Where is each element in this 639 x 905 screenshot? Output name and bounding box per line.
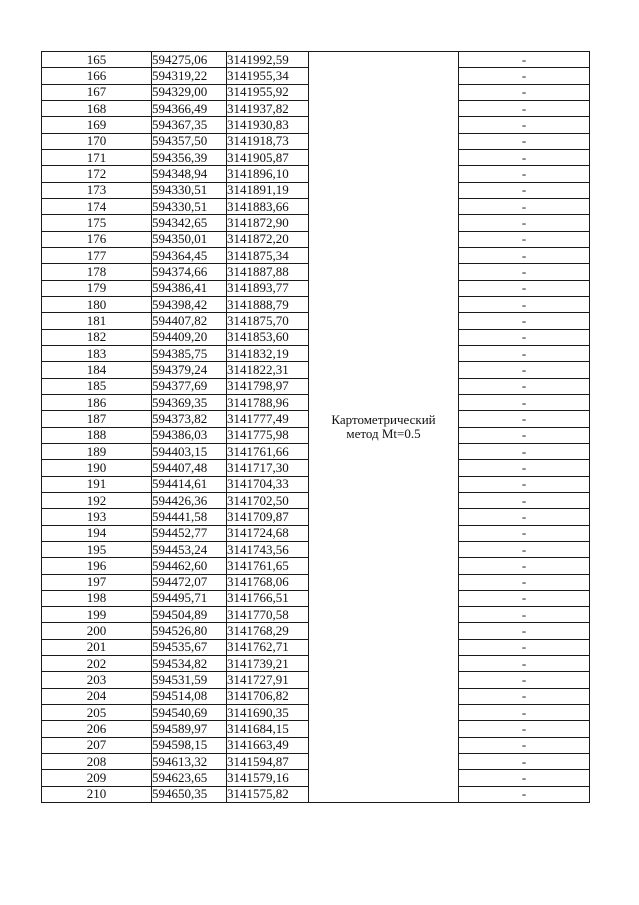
point-number-cell: 171 — [42, 149, 152, 165]
y-coordinate-cell: 3141768,06 — [227, 574, 309, 590]
x-coordinate-cell: 594275,06 — [152, 52, 227, 68]
accuracy-cell: - — [459, 264, 590, 280]
x-coordinate-cell: 594462,60 — [152, 558, 227, 574]
accuracy-cell: - — [459, 117, 590, 133]
x-coordinate-cell: 594409,20 — [152, 329, 227, 345]
coordinates-table — [41, 51, 590, 803]
accuracy-cell: - — [459, 754, 590, 770]
point-number-cell: 176 — [42, 231, 152, 247]
y-coordinate-cell: 3141896,10 — [227, 166, 309, 182]
accuracy-cell: - — [459, 639, 590, 655]
x-coordinate-cell: 594386,03 — [152, 427, 227, 443]
x-coordinate-cell: 594373,82 — [152, 411, 227, 427]
point-number-cell: 173 — [42, 182, 152, 198]
x-coordinate-cell: 594623,65 — [152, 770, 227, 786]
accuracy-cell: - — [459, 623, 590, 639]
x-coordinate-cell: 594441,58 — [152, 509, 227, 525]
accuracy-cell: - — [459, 607, 590, 623]
point-number-cell: 184 — [42, 362, 152, 378]
x-coordinate-cell: 594650,35 — [152, 786, 227, 802]
x-coordinate-cell: 594426,36 — [152, 492, 227, 508]
accuracy-cell: - — [459, 329, 590, 345]
x-coordinate-cell: 594504,89 — [152, 607, 227, 623]
accuracy-cell: - — [459, 443, 590, 459]
y-coordinate-cell: 3141777,49 — [227, 411, 309, 427]
accuracy-cell: - — [459, 280, 590, 296]
accuracy-cell: - — [459, 345, 590, 361]
accuracy-cell: - — [459, 362, 590, 378]
y-coordinate-cell: 3141893,77 — [227, 280, 309, 296]
point-number-cell: 203 — [42, 672, 152, 688]
x-coordinate-cell: 594414,61 — [152, 476, 227, 492]
point-number-cell: 190 — [42, 460, 152, 476]
method-line-1: Картометрический — [331, 412, 436, 428]
point-number-cell: 200 — [42, 623, 152, 639]
x-coordinate-cell: 594377,69 — [152, 378, 227, 394]
accuracy-cell: - — [459, 411, 590, 427]
point-number-cell: 168 — [42, 100, 152, 116]
point-number-cell: 185 — [42, 378, 152, 394]
x-coordinate-cell: 594514,08 — [152, 688, 227, 704]
x-coordinate-cell: 594398,42 — [152, 296, 227, 312]
accuracy-cell: - — [459, 52, 590, 68]
x-coordinate-cell: 594526,80 — [152, 623, 227, 639]
x-coordinate-cell: 594589,97 — [152, 721, 227, 737]
y-coordinate-cell: 3141575,82 — [227, 786, 309, 802]
accuracy-cell: - — [459, 460, 590, 476]
method-cell — [309, 52, 459, 803]
y-coordinate-cell: 3141768,29 — [227, 623, 309, 639]
accuracy-cell: - — [459, 296, 590, 312]
accuracy-cell: - — [459, 688, 590, 704]
accuracy-cell: - — [459, 182, 590, 198]
y-coordinate-cell: 3141702,50 — [227, 492, 309, 508]
accuracy-cell: - — [459, 394, 590, 410]
accuracy-cell: - — [459, 378, 590, 394]
point-number-cell: 186 — [42, 394, 152, 410]
y-coordinate-cell: 3141727,91 — [227, 672, 309, 688]
accuracy-cell: - — [459, 590, 590, 606]
point-number-cell: 183 — [42, 345, 152, 361]
x-coordinate-cell: 594385,75 — [152, 345, 227, 361]
accuracy-cell: - — [459, 492, 590, 508]
y-coordinate-cell: 3141832,19 — [227, 345, 309, 361]
point-number-cell: 165 — [42, 52, 152, 68]
accuracy-cell: - — [459, 672, 590, 688]
y-coordinate-cell: 3141770,58 — [227, 607, 309, 623]
x-coordinate-cell: 594350,01 — [152, 231, 227, 247]
accuracy-cell: - — [459, 558, 590, 574]
y-coordinate-cell: 3141872,20 — [227, 231, 309, 247]
point-number-cell: 205 — [42, 705, 152, 721]
y-coordinate-cell: 3141762,71 — [227, 639, 309, 655]
y-coordinate-cell: 3141684,15 — [227, 721, 309, 737]
y-coordinate-cell: 3141761,65 — [227, 558, 309, 574]
y-coordinate-cell: 3141955,34 — [227, 68, 309, 84]
accuracy-cell: - — [459, 166, 590, 182]
point-number-cell: 169 — [42, 117, 152, 133]
point-number-cell: 181 — [42, 313, 152, 329]
point-number-cell: 180 — [42, 296, 152, 312]
point-number-cell: 196 — [42, 558, 152, 574]
accuracy-cell: - — [459, 198, 590, 214]
y-coordinate-cell: 3141706,82 — [227, 688, 309, 704]
point-number-cell: 177 — [42, 247, 152, 263]
x-coordinate-cell: 594534,82 — [152, 656, 227, 672]
point-number-cell: 178 — [42, 264, 152, 280]
x-coordinate-cell: 594403,15 — [152, 443, 227, 459]
point-number-cell: 179 — [42, 280, 152, 296]
point-number-cell: 197 — [42, 574, 152, 590]
accuracy-cell: - — [459, 656, 590, 672]
x-coordinate-cell: 594407,82 — [152, 313, 227, 329]
y-coordinate-cell: 3141822,31 — [227, 362, 309, 378]
x-coordinate-cell: 594364,45 — [152, 247, 227, 263]
x-coordinate-cell: 594453,24 — [152, 541, 227, 557]
point-number-cell: 198 — [42, 590, 152, 606]
x-coordinate-cell: 594374,66 — [152, 264, 227, 280]
x-coordinate-cell: 594452,77 — [152, 525, 227, 541]
x-coordinate-cell: 594369,35 — [152, 394, 227, 410]
y-coordinate-cell: 3141704,33 — [227, 476, 309, 492]
y-coordinate-cell: 3141743,56 — [227, 541, 309, 557]
y-coordinate-cell: 3141663,49 — [227, 737, 309, 753]
accuracy-cell: - — [459, 149, 590, 165]
accuracy-cell: - — [459, 133, 590, 149]
point-number-cell: 204 — [42, 688, 152, 704]
point-number-cell: 172 — [42, 166, 152, 182]
accuracy-cell: - — [459, 525, 590, 541]
point-number-cell: 170 — [42, 133, 152, 149]
point-number-cell: 166 — [42, 68, 152, 84]
x-coordinate-cell: 594366,49 — [152, 100, 227, 116]
point-number-cell: 182 — [42, 329, 152, 345]
accuracy-cell: - — [459, 100, 590, 116]
point-number-cell: 187 — [42, 411, 152, 427]
x-coordinate-cell: 594348,94 — [152, 166, 227, 182]
accuracy-cell: - — [459, 786, 590, 802]
x-coordinate-cell: 594531,59 — [152, 672, 227, 688]
y-coordinate-cell: 3141853,60 — [227, 329, 309, 345]
x-coordinate-cell: 594407,48 — [152, 460, 227, 476]
y-coordinate-cell: 3141888,79 — [227, 296, 309, 312]
x-coordinate-cell: 594330,51 — [152, 182, 227, 198]
y-coordinate-cell: 3141766,51 — [227, 590, 309, 606]
y-coordinate-cell: 3141875,70 — [227, 313, 309, 329]
accuracy-cell: - — [459, 705, 590, 721]
y-coordinate-cell: 3141709,87 — [227, 509, 309, 525]
accuracy-cell: - — [459, 215, 590, 231]
accuracy-cell: - — [459, 68, 590, 84]
x-coordinate-cell: 594379,24 — [152, 362, 227, 378]
y-coordinate-cell: 3141717,30 — [227, 460, 309, 476]
accuracy-cell: - — [459, 476, 590, 492]
x-coordinate-cell: 594329,00 — [152, 84, 227, 100]
point-number-cell: 174 — [42, 198, 152, 214]
y-coordinate-cell: 3141887,88 — [227, 264, 309, 280]
accuracy-cell: - — [459, 541, 590, 557]
point-number-cell: 208 — [42, 754, 152, 770]
y-coordinate-cell: 3141930,83 — [227, 117, 309, 133]
y-coordinate-cell: 3141872,90 — [227, 215, 309, 231]
y-coordinate-cell: 3141690,35 — [227, 705, 309, 721]
point-number-cell: 202 — [42, 656, 152, 672]
point-number-cell: 188 — [42, 427, 152, 443]
point-number-cell: 189 — [42, 443, 152, 459]
x-coordinate-cell: 594598,15 — [152, 737, 227, 753]
point-number-cell: 209 — [42, 770, 152, 786]
coordinates-table-body — [42, 52, 590, 803]
y-coordinate-cell: 3141761,66 — [227, 443, 309, 459]
y-coordinate-cell: 3141739,21 — [227, 656, 309, 672]
x-coordinate-cell: 594357,50 — [152, 133, 227, 149]
accuracy-cell: - — [459, 231, 590, 247]
x-coordinate-cell: 594472,07 — [152, 574, 227, 590]
y-coordinate-cell: 3141905,87 — [227, 149, 309, 165]
x-coordinate-cell: 594342,65 — [152, 215, 227, 231]
accuracy-cell: - — [459, 247, 590, 263]
y-coordinate-cell: 3141891,19 — [227, 182, 309, 198]
accuracy-cell: - — [459, 313, 590, 329]
y-coordinate-cell: 3141992,59 — [227, 52, 309, 68]
x-coordinate-cell: 594367,35 — [152, 117, 227, 133]
y-coordinate-cell: 3141788,96 — [227, 394, 309, 410]
y-coordinate-cell: 3141724,68 — [227, 525, 309, 541]
y-coordinate-cell: 3141875,34 — [227, 247, 309, 263]
x-coordinate-cell: 594540,69 — [152, 705, 227, 721]
accuracy-cell: - — [459, 721, 590, 737]
document-page — [41, 51, 589, 803]
method-line-2: метод Mt=0.5 — [346, 426, 421, 442]
point-number-cell: 192 — [42, 492, 152, 508]
point-number-cell: 206 — [42, 721, 152, 737]
point-number-cell: 195 — [42, 541, 152, 557]
x-coordinate-cell: 594356,39 — [152, 149, 227, 165]
x-coordinate-cell: 594319,22 — [152, 68, 227, 84]
accuracy-cell: - — [459, 84, 590, 100]
point-number-cell: 191 — [42, 476, 152, 492]
accuracy-cell: - — [459, 427, 590, 443]
point-number-cell: 193 — [42, 509, 152, 525]
point-number-cell: 175 — [42, 215, 152, 231]
accuracy-cell: - — [459, 770, 590, 786]
y-coordinate-cell: 3141955,92 — [227, 84, 309, 100]
table-row — [42, 52, 590, 68]
y-coordinate-cell: 3141579,16 — [227, 770, 309, 786]
point-number-cell: 210 — [42, 786, 152, 802]
x-coordinate-cell: 594495,71 — [152, 590, 227, 606]
point-number-cell: 201 — [42, 639, 152, 655]
x-coordinate-cell: 594386,41 — [152, 280, 227, 296]
x-coordinate-cell: 594613,32 — [152, 754, 227, 770]
y-coordinate-cell: 3141775,98 — [227, 427, 309, 443]
accuracy-cell: - — [459, 737, 590, 753]
y-coordinate-cell: 3141798,97 — [227, 378, 309, 394]
accuracy-cell: - — [459, 509, 590, 525]
accuracy-cell: - — [459, 574, 590, 590]
point-number-cell: 167 — [42, 84, 152, 100]
point-number-cell: 194 — [42, 525, 152, 541]
x-coordinate-cell: 594535,67 — [152, 639, 227, 655]
x-coordinate-cell: 594330,51 — [152, 198, 227, 214]
y-coordinate-cell: 3141937,82 — [227, 100, 309, 116]
y-coordinate-cell: 3141918,73 — [227, 133, 309, 149]
y-coordinate-cell: 3141883,66 — [227, 198, 309, 214]
y-coordinate-cell: 3141594,87 — [227, 754, 309, 770]
point-number-cell: 207 — [42, 737, 152, 753]
point-number-cell: 199 — [42, 607, 152, 623]
